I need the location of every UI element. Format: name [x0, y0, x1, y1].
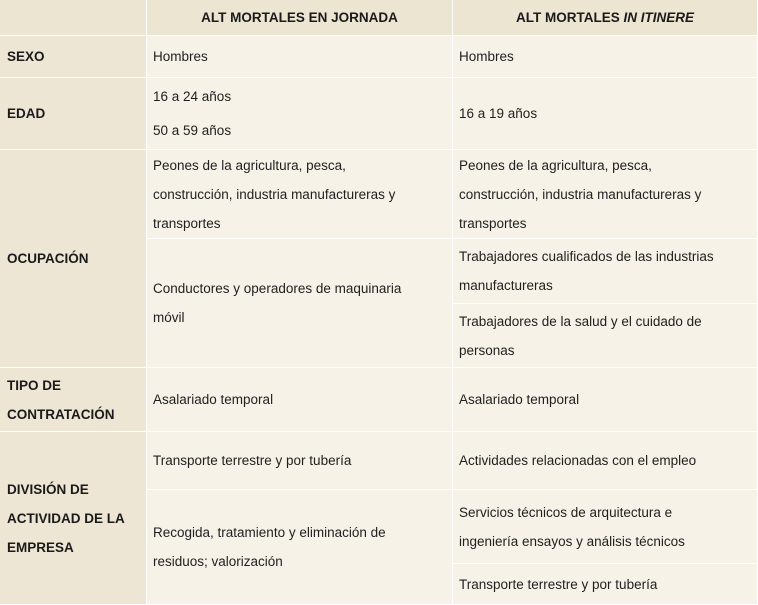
- cell-contratacion-itinere: [453, 368, 758, 432]
- row-label-edad-text: EDAD: [7, 106, 46, 121]
- cell-division-jornada-1-text: Transporte terrestre y por tubería: [153, 453, 352, 468]
- cell-division-itinere-3-text: Transporte terrestre y por tubería: [459, 576, 658, 592]
- row-label-division-line1: DIVISIÓN DE: [7, 481, 89, 497]
- cell-edad-jornada: [147, 78, 453, 150]
- row-label-ocupacion-text: OCUPACIÓN: [7, 251, 89, 266]
- cell-ocupacion-jornada-1-line3: transportes: [153, 215, 221, 231]
- cell-division-jornada-1: [147, 432, 453, 490]
- header-jornada-text: ALT MORTALES EN JORNADA: [201, 9, 398, 25]
- cell-ocupacion-jornada-2: [147, 239, 453, 368]
- cell-contratacion-itinere-text: Asalariado temporal: [459, 392, 580, 407]
- cell-ocupacion-itinere-1-line1: Peones de la agricultura, pesca,: [459, 157, 652, 173]
- row-label-sexo: [0, 36, 147, 78]
- header-corner: [0, 0, 147, 36]
- header-itinere: [453, 0, 758, 36]
- cell-division-jornada-2-line2: residuos; valorización: [153, 554, 283, 569]
- cell-edad-itinere-text: 16 a 19 años: [459, 106, 538, 121]
- cell-division-itinere-2-line2: ingeniería ensayos y análisis técnicos: [459, 533, 685, 549]
- cell-ocupacion-itinere-2: [453, 239, 758, 304]
- row-label-ocupacion: [0, 150, 147, 368]
- cell-ocupacion-itinere-1-line2: construcción, industria manufactureras y: [459, 186, 702, 202]
- cell-ocupacion-itinere-1: [453, 150, 758, 239]
- header-itinere-prefix: ALT MORTALES: [515, 9, 624, 25]
- cell-ocupacion-jornada-1-line2: construcción, industria manufactureras y: [153, 186, 396, 202]
- cell-edad-jornada-line1: 16 a 24 años: [153, 88, 232, 104]
- header-jornada: [147, 0, 453, 36]
- cell-contratacion-jornada: [147, 368, 453, 432]
- cell-ocupacion-itinere-1-line3: transportes: [459, 215, 527, 231]
- cell-ocupacion-itinere-3-line1: Trabajadores de la salud y el cuidado de: [459, 313, 702, 329]
- cell-division-itinere-2-line1: Servicios técnicos de arquitectura e: [459, 504, 673, 520]
- cell-ocupacion-jornada-1-line1: Peones de la agricultura, pesca,: [153, 157, 346, 173]
- cell-ocupacion-itinere-2-line1: Trabajadores cualificados de las industrias: [459, 249, 714, 264]
- cell-ocupacion-jornada-1: [147, 150, 453, 239]
- row-label-division: [0, 432, 147, 605]
- row-label-contratacion-line2: CONTRATACIÓN: [7, 406, 115, 422]
- cell-sexo-jornada: [147, 36, 453, 78]
- cell-edad-itinere: [453, 78, 758, 150]
- cell-sexo-itinere-text: Hombres: [459, 49, 514, 64]
- cell-division-jornada-2: [147, 490, 453, 605]
- cell-ocupacion-itinere-3: [453, 304, 758, 368]
- row-label-edad: [0, 78, 147, 150]
- cell-division-jornada-2-line1: Recogida, tratamiento y eliminación de: [153, 525, 386, 540]
- row-label-contratacion: [0, 368, 147, 432]
- header-itinere-text: [516, 9, 694, 27]
- cell-division-itinere-2: [453, 490, 758, 564]
- row-label-division-line3: EMPRESA: [7, 539, 74, 555]
- row-label-division-line2: ACTIVIDAD DE LA: [7, 510, 125, 526]
- cell-contratacion-jornada-text: Asalariado temporal: [153, 392, 274, 407]
- row-label-contratacion-line1: TIPO DE: [7, 377, 62, 393]
- header-itinere-italic: IN ITINERE: [623, 9, 694, 25]
- cell-edad-jornada-line2: 50 a 59 años: [153, 122, 232, 138]
- cell-sexo-jornada-text: Hombres: [153, 49, 208, 64]
- cell-ocupacion-itinere-2-line2: manufactureras: [459, 278, 553, 293]
- cell-ocupacion-jornada-2-line1: Conductores y operadores de maquinaria: [153, 281, 402, 296]
- cell-division-itinere-3: [453, 564, 758, 605]
- cell-division-itinere-1: [453, 432, 758, 490]
- cell-division-itinere-1-text: Actividades relacionadas con el empleo: [459, 453, 697, 468]
- cell-ocupacion-jornada-2-line2: móvil: [153, 310, 185, 325]
- cell-ocupacion-itinere-3-line2: personas: [459, 342, 515, 358]
- row-label-sexo-text: SEXO: [7, 49, 45, 64]
- cell-sexo-itinere: [453, 36, 758, 78]
